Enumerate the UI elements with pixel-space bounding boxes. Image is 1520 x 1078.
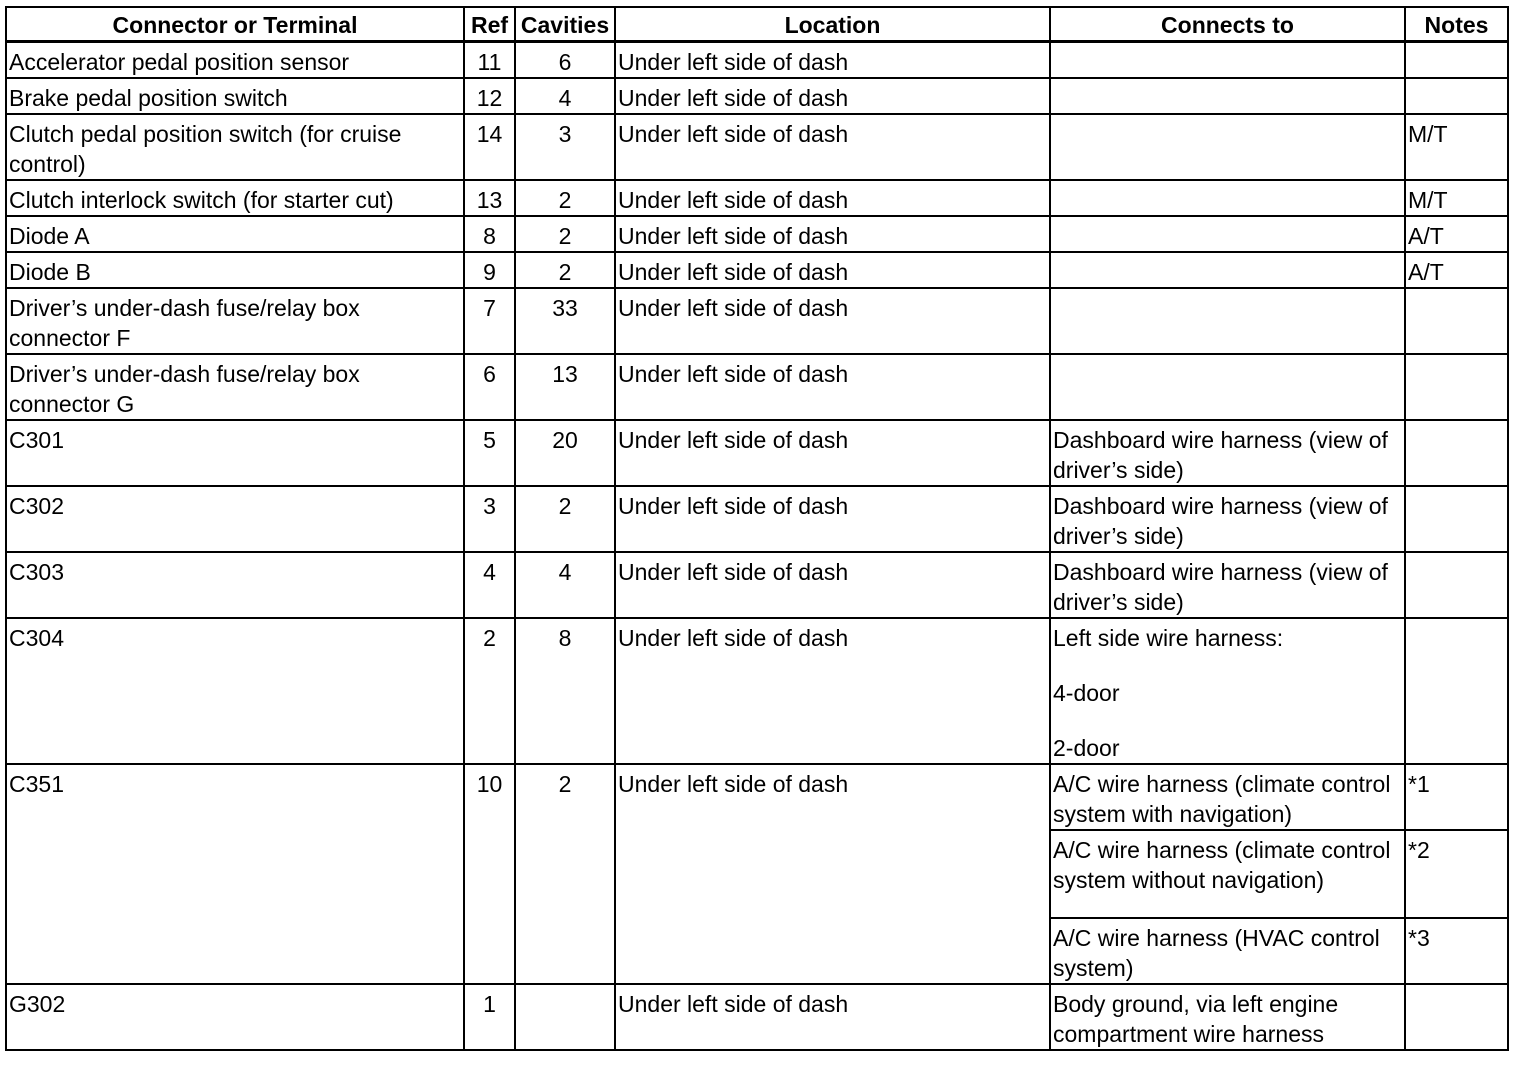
location-cell: Under left side of dash [615,552,1050,618]
connects-to-cell: Dashboard wire harness (view of driver’s side) [1050,552,1405,618]
table-row [6,984,1508,1050]
location-cell: Under left side of dash [615,420,1050,486]
connects-to-cell: Body ground, via left engine compartment wire harness [1050,984,1405,1050]
location-cell: Under left side of dash [615,354,1050,420]
table-row [6,288,1508,354]
notes-cell: A/T [1405,252,1508,288]
table-row [6,764,1508,830]
cavities-cell: 6 [515,42,615,79]
connector-cell: C301 [6,420,464,486]
cavities-cell: 8 [515,618,615,764]
location-cell: Under left side of dash [615,984,1050,1050]
header-notes: Notes [1405,7,1508,42]
notes-cell: *2 [1405,830,1508,918]
ref-cell: 9 [464,252,515,288]
notes-cell [1405,354,1508,420]
table-row [6,486,1508,552]
ref-cell: 4 [464,552,515,618]
header-connects-to: Connects to [1050,7,1405,42]
connector-cell: Driver’s under-dash fuse/relay box connector F [6,288,464,354]
connects-to-cell [1050,288,1405,354]
notes-cell [1405,420,1508,486]
connector-cell: C303 [6,552,464,618]
notes-cell: *3 [1405,918,1508,984]
ref-cell: 10 [464,764,515,984]
notes-cell [1405,984,1508,1050]
connector-cell: C304 [6,618,464,764]
connector-cell: G302 [6,984,464,1050]
connector-cell: Accelerator pedal position sensor [6,42,464,79]
cavities-cell: 13 [515,354,615,420]
location-cell: Under left side of dash [615,180,1050,216]
table-row [6,354,1508,420]
cavities-cell: 20 [515,420,615,486]
table-row [6,618,1508,764]
cavities-cell: 4 [515,552,615,618]
header-ref: Ref [464,7,515,42]
notes-cell [1405,486,1508,552]
location-cell: Under left side of dash [615,486,1050,552]
ref-cell: 3 [464,486,515,552]
cavities-cell: 2 [515,486,615,552]
cavities-cell: 2 [515,216,615,252]
connector-cell: Diode A [6,216,464,252]
connects-to-cell [1050,78,1405,114]
header-location: Location [615,7,1050,42]
connects-to-cell [1050,354,1405,420]
ref-cell: 14 [464,114,515,180]
connector-cell: Clutch interlock switch (for starter cut) [6,180,464,216]
connects-to-line: 4-door [1053,680,1120,706]
connects-to-cell [1050,252,1405,288]
connects-to-line: 2-door [1053,735,1120,761]
header-connector: Connector or Terminal [6,7,464,42]
ref-cell: 11 [464,42,515,79]
header-cavities: Cavities [515,7,615,42]
connects-to-cell [1050,180,1405,216]
connects-to-line: Left side wire harness: [1053,625,1284,651]
connects-to-cell: Dashboard wire harness (view of driver’s side) [1050,486,1405,552]
connects-to-cell [1050,618,1405,764]
connector-cell: Brake pedal position switch [6,78,464,114]
notes-cell: A/T [1405,216,1508,252]
notes-cell: *1 [1405,764,1508,830]
notes-cell: M/T [1405,114,1508,180]
ref-cell: 8 [464,216,515,252]
table-row [6,78,1508,114]
location-cell: Under left side of dash [615,252,1050,288]
header-row [6,7,1508,42]
cavities-cell: 2 [515,764,615,984]
connector-cell: Driver’s under-dash fuse/relay box connector G [6,354,464,420]
connector-table [5,6,1509,1051]
cavities-cell: 3 [515,114,615,180]
notes-cell [1405,552,1508,618]
notes-cell [1405,618,1508,764]
connector-cell: Clutch pedal position switch (for cruise control) [6,114,464,180]
table-row [6,252,1508,288]
cavities-cell [515,984,615,1050]
table-row [6,216,1508,252]
ref-cell: 7 [464,288,515,354]
connects-to-cell: A/C wire harness (climate control system with navigation) [1050,764,1405,830]
location-cell: Under left side of dash [615,78,1050,114]
connects-to-cell: Dashboard wire harness (view of driver’s side) [1050,420,1405,486]
connector-cell: C302 [6,486,464,552]
table-row [6,180,1508,216]
connector-cell: Diode B [6,252,464,288]
cavities-cell: 2 [515,252,615,288]
ref-cell: 12 [464,78,515,114]
notes-cell [1405,78,1508,114]
ref-cell: 6 [464,354,515,420]
location-cell: Under left side of dash [615,288,1050,354]
connects-to-cell [1050,42,1405,79]
location-cell: Under left side of dash [615,618,1050,764]
location-cell: Under left side of dash [615,42,1050,79]
connects-to-cell [1050,114,1405,180]
notes-cell: M/T [1405,180,1508,216]
notes-cell [1405,42,1508,79]
connects-to-cell: A/C wire harness (climate control system without navigation) [1050,830,1405,918]
location-cell: Under left side of dash [615,114,1050,180]
ref-cell: 2 [464,618,515,764]
notes-cell [1405,288,1508,354]
table-row [6,420,1508,486]
connector-cell: C351 [6,764,464,984]
cavities-cell: 2 [515,180,615,216]
location-cell: Under left side of dash [615,216,1050,252]
connects-to-cell: A/C wire harness (HVAC control system) [1050,918,1405,984]
cavities-cell: 4 [515,78,615,114]
ref-cell: 13 [464,180,515,216]
connects-to-cell [1050,216,1405,252]
ref-cell: 5 [464,420,515,486]
table-row [6,42,1508,79]
ref-cell: 1 [464,984,515,1050]
cavities-cell: 33 [515,288,615,354]
table-row [6,114,1508,180]
table-row [6,552,1508,618]
location-cell: Under left side of dash [615,764,1050,984]
